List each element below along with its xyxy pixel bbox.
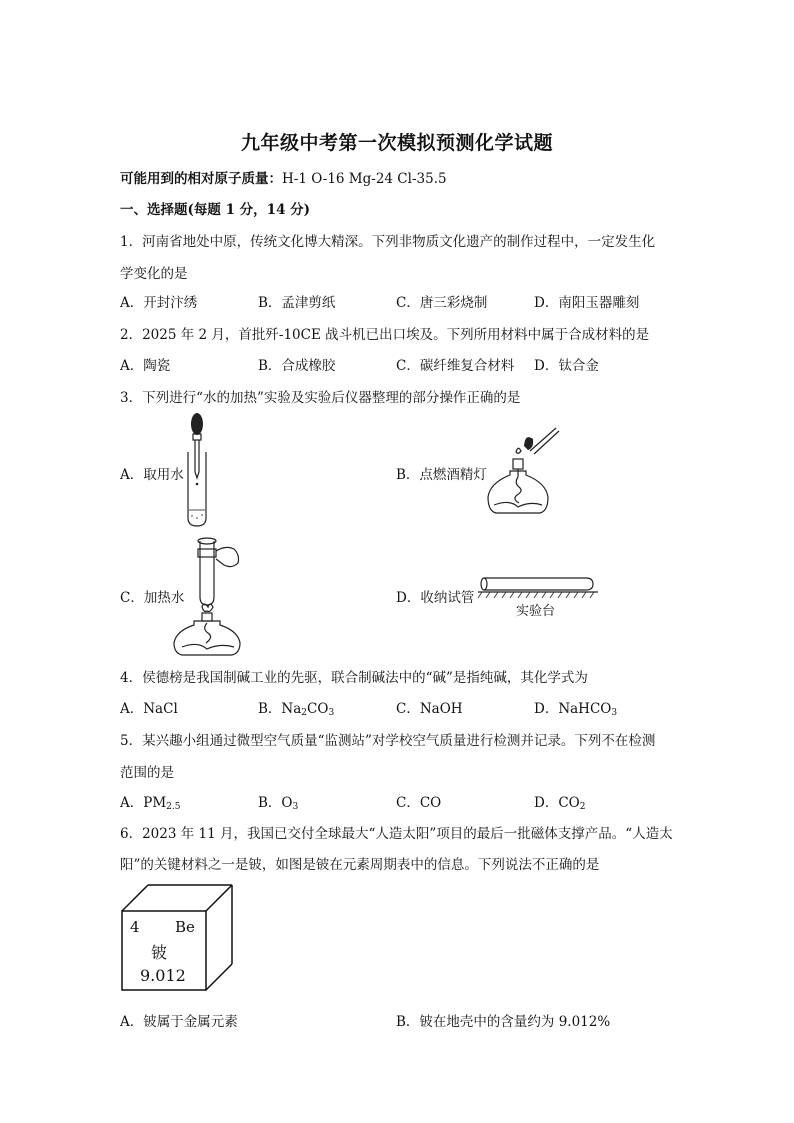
dropper-test-tube-figure: [180, 410, 220, 530]
q3-option-b: B．点燃酒精灯: [396, 467, 487, 483]
q2-option-b: B．合成橡胶: [258, 358, 336, 374]
q3-option-a: A．取用水: [120, 467, 184, 483]
element-atomic-mass: 9.012: [140, 966, 186, 985]
q1-option-b: B．孟津剪纸: [258, 295, 336, 311]
test-tube-on-bench-figure: [478, 572, 598, 602]
q5-option-d: D．$CO_2$: [534, 795, 586, 812]
q3-option-d: D．收纳试管: [396, 590, 475, 606]
q6-option-b: B．铍在地壳中的含量约为 9.012%: [396, 1014, 611, 1030]
q5-option-c: C．CO: [396, 795, 442, 811]
q5-option-a: A．$PM_{2.5}$: [120, 795, 181, 812]
section-heading: 一、选择题(每题 1 分，14 分): [120, 202, 311, 218]
q2-option-a: A．陶瓷: [120, 358, 171, 374]
q5-stem-line2: 范围的是: [120, 765, 174, 781]
q2-stem: 2．2025 年 2 月，首批歼-10CE 战斗机已出口埃及。下列所用材料中属于合成材料的是: [120, 327, 650, 343]
q4-option-d: D．NaHCO$_3$: [534, 701, 618, 718]
heating-test-tube-figure: [180, 535, 250, 655]
q4-option-a: A．NaCl: [120, 701, 178, 717]
q4-stem: 4．侯德榜是我国制碱工业的先驱，联合制碱法中的“碱”是指纯碱，其化学式为: [120, 670, 588, 686]
element-atomic-number: 4: [130, 918, 140, 936]
element-symbol: Be: [175, 918, 195, 936]
q6-stem-line2: 阳”的关键材料之一是铍，如图是铍在元素周期表中的信息。下列说法不正确的是: [120, 857, 600, 873]
atomic-mass-label: 可能用到的相对原子质量：: [120, 171, 282, 187]
page-title: 九年级中考第一次模拟预测化学试题: [240, 132, 553, 154]
q6-stem-line1: 6．2023 年 11 月，我国已交付全球最大“人造太阳”项目的最后一批磁体支撑产品。“人造太: [120, 826, 673, 842]
q3-option-c: C．加热水: [120, 590, 185, 606]
q1-option-a: A．开封汴绣: [120, 295, 198, 311]
q1-option-d: D．南阳玉器雕刻: [534, 295, 640, 311]
bench-label: 实验台: [516, 604, 556, 619]
q6-option-a: A．铍属于金属元素: [120, 1014, 238, 1030]
q3-stem: 3．下列进行“水的加热”实验及实验后仪器整理的部分操作正确的是: [120, 390, 521, 406]
q1-option-c: C．唐三彩烧制: [396, 295, 488, 311]
alcohol-lamp-lighting-figure: [490, 425, 565, 517]
q2-option-d: D．钛合金: [534, 358, 599, 374]
element-name: 铍: [151, 943, 168, 962]
atomic-mass-values: H-1 O-16 Mg-24 Cl-35.5: [282, 171, 447, 187]
q5-stem-line1: 5．某兴趣小组通过微型空气质量“监测站”对学校空气质量进行检测并记录。下列不在检测: [120, 733, 656, 749]
q4-option-c: C．NaOH: [396, 701, 463, 717]
q4-option-b: B．$Na_2CO_3$: [258, 701, 335, 718]
q2-option-c: C．碳纤维复合材料: [396, 358, 515, 374]
q5-option-b: B．$O_3$: [258, 795, 299, 812]
q1-stem-line1: 1．河南省地处中原，传统文化博大精深。下列非物质文化遗产的制作过程中，一定发生化: [120, 234, 656, 250]
atomic-mass-line: [120, 167, 447, 187]
q1-stem-line2: 学变化的是: [120, 266, 188, 282]
